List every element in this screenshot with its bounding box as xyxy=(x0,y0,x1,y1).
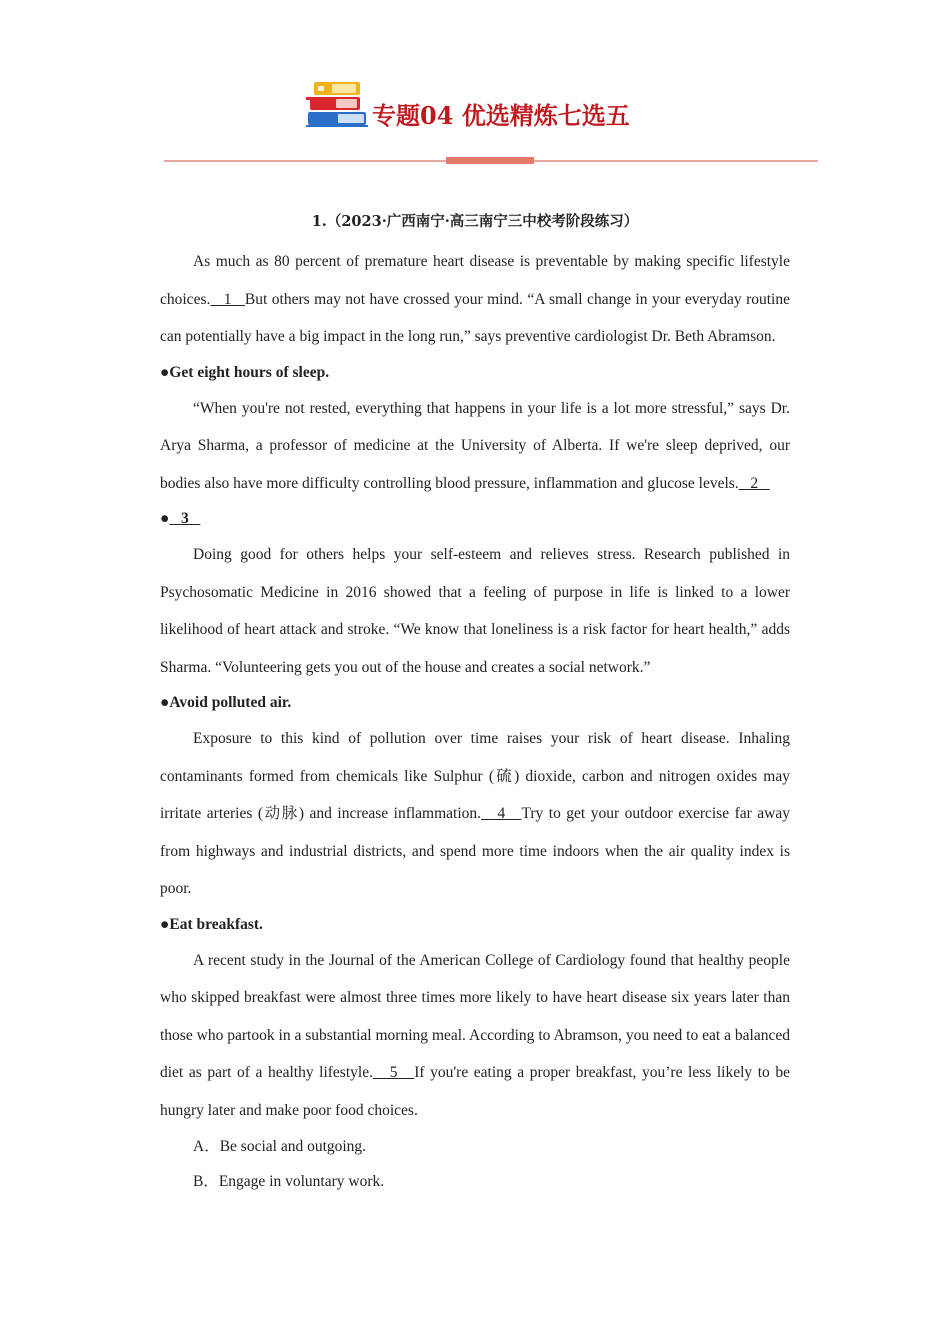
document-body xyxy=(160,205,790,1199)
blank-3: 3 xyxy=(169,510,201,527)
page-header xyxy=(0,78,950,130)
option-b: B．Engage in voluntary work. xyxy=(193,1173,385,1190)
section-heading: ●Eat breakfast. xyxy=(160,915,263,933)
option-a: A．Be social and outgoing. xyxy=(193,1138,367,1155)
paragraph: As much as 80 percent of premature heart disease is preventable by making specific lifestyle choices. 1 But others may not have crossed your mind. “A small change in your everyday routine can potentially have a big impact in the long run,” says preventive cardiologist Dr. Beth Abramson. xyxy=(160,253,790,345)
blank-4: 4 xyxy=(481,805,522,822)
header-divider-accent xyxy=(446,157,534,164)
books-icon xyxy=(306,80,368,128)
paragraph: Doing good for others helps your self-esteem and relieves stress. Research published in Psychosomatic Medicine in 2016 showed that a feeling of purpose in life is linked to a lower likelihood of heart attack and stroke. “We know that loneliness is a risk factor for heart health,” adds Sharma. “Volunteering gets you out of the house and creates a social network.” xyxy=(160,546,790,676)
section-heading: ●Avoid polluted air. xyxy=(160,694,292,711)
question-heading: 1.（2023·广西南宁·高三南宁三中校考阶段练习） xyxy=(311,213,639,230)
section-heading: ● 3 xyxy=(160,510,201,527)
paragraph: “When you're not rested, everything that happens in your life is a lot more stressful,” says Dr. Arya Sharma, a professor of medicine at the University of Alberta. If we're sleep deprived, our bodies also have more difficulty controlling blood pressure, inflammation and glucose levels. 2 xyxy=(160,399,790,492)
section-heading: ●Get eight hours of sleep. xyxy=(160,363,330,381)
paragraph: A recent study in the Journal of the American College of Cardiology found that healthy people who skipped breakfast were almost three times more likely to have heart disease six years later than those who partook in a substantial morning meal. According to Abramson, you need to eat a balanced diet as part of a healthy lifestyle. 5 If you're eating a proper breakfast, you’re less likely to be hungry later and make poor food choices. xyxy=(160,951,791,1119)
blank-2: 2 xyxy=(738,474,770,492)
blank-5: 5 xyxy=(372,1064,415,1081)
paragraph: Exposure to this kind of pollution over time raises your risk of heart disease. Inhaling contaminants formed from chemicals like Sulphur (硫) dioxide, carbon and nitrogen oxides may irritate arteries (动脉) and increase inflammation. 4 Try to get your outdoor exercise far away from highways and industrial districts, and spend more time indoors when the air quality index is poor. xyxy=(160,730,790,897)
blank-1: 1 xyxy=(210,290,245,308)
page-title: 专题04 优选精炼七选五 xyxy=(372,101,630,130)
